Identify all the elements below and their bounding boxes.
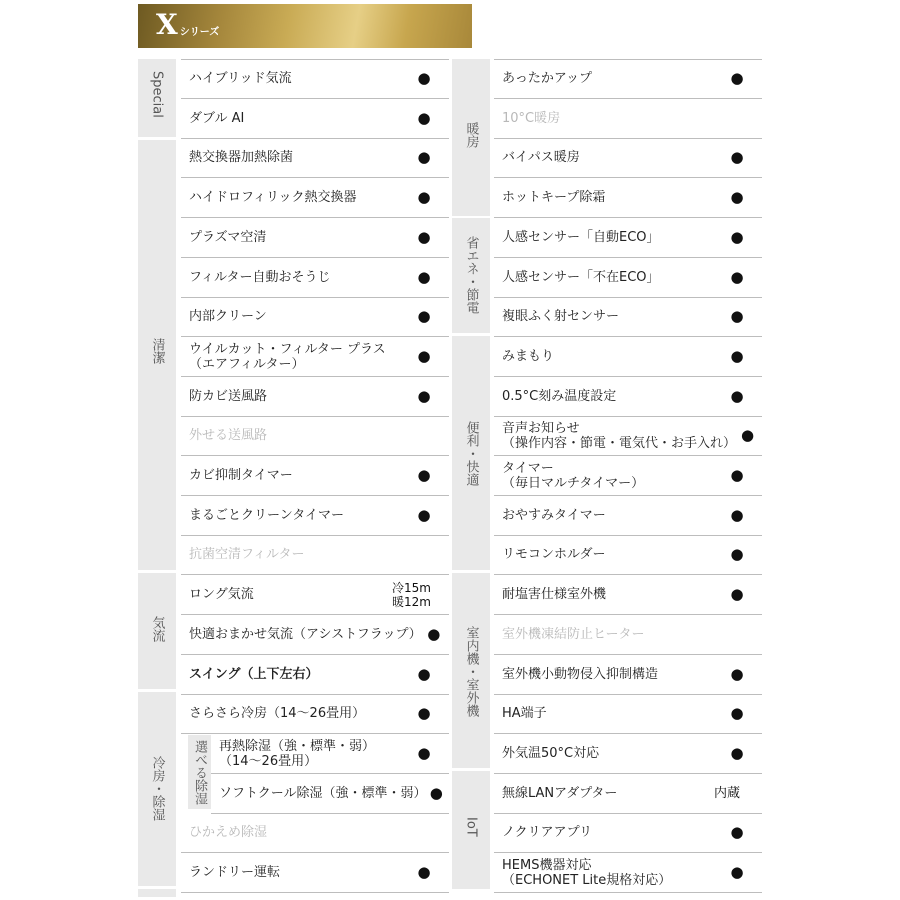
feature-label-line1: 人感センサー「不在ECO」	[502, 270, 660, 285]
category-shitsunai: 室内機・室外機	[452, 573, 490, 768]
feature-label	[494, 230, 715, 245]
feature-label	[494, 270, 715, 285]
feature-label	[181, 667, 402, 682]
right-feature-row	[494, 99, 762, 139]
feature-label-line1: まるごとクリーンタイマー	[189, 508, 344, 523]
feature-label-line1: 再熱除湿（強・標準・弱）	[219, 738, 376, 754]
feature-label	[181, 150, 402, 165]
availability-dot-icon: ●	[730, 387, 744, 405]
feature-label-line1: さらさら冷房（14〜26畳用）	[189, 706, 366, 721]
feature-label-line1: ランドリー運転	[189, 865, 281, 880]
feature-label	[181, 389, 402, 404]
left-feature-row	[181, 377, 449, 417]
spec-line1: 冷15m	[392, 580, 431, 595]
feature-label	[494, 389, 715, 404]
availability-dot-icon: ●	[417, 863, 431, 881]
right-feature-row	[494, 297, 762, 337]
feature-label	[494, 150, 715, 165]
feature-label-line2: （毎日マルチタイマー）	[502, 475, 645, 491]
feature-label	[494, 858, 715, 888]
feature-label	[494, 667, 715, 682]
availability-dot-icon: ●	[417, 148, 431, 166]
feature-label	[494, 706, 715, 721]
left-feature-row	[181, 178, 449, 218]
feature-label-line2: （操作内容・節電・電気代・お手入れ）	[502, 435, 737, 451]
feature-label-line1: みまもり	[502, 349, 555, 364]
category-reibo: 冷房・除湿	[138, 692, 176, 886]
feature-label-line1: プラズマ空清	[189, 230, 267, 245]
feature-label-line1: 内部クリーン	[189, 309, 267, 324]
feature-label-line1: ホットキープ除霜	[502, 190, 606, 205]
availability-dot-icon: ●	[417, 268, 431, 286]
right-feature-row	[494, 774, 762, 814]
feature-label-line1: HEMS機器対応	[502, 857, 592, 873]
feature-label-line1: 室外機凍結防止ヒーター	[502, 627, 645, 642]
right-feature-row	[494, 178, 762, 218]
feature-label-line1: 抗菌空清フィルター	[189, 547, 305, 562]
feature-label	[211, 786, 426, 801]
feature-label-line1: ロング気流	[189, 587, 254, 602]
category-special: Special	[138, 59, 176, 137]
feature-label	[494, 746, 715, 761]
feature-label-line2: （エアフィルター）	[189, 356, 305, 372]
left-feature-row	[181, 138, 449, 178]
availability-dot-icon: ●	[730, 228, 744, 246]
feature-label-line1: あったかアップ	[502, 71, 592, 86]
left-feature-row	[181, 59, 449, 99]
right-feature-row	[494, 655, 762, 695]
feature-label-line1: 室外機小動物侵入抑制構造	[502, 667, 659, 682]
availability-dot-icon: ●	[730, 863, 744, 881]
availability-dot-icon: ●	[730, 148, 744, 166]
availability-dot-icon: ●	[730, 545, 744, 563]
feature-label-line1: 10°C暖房	[502, 111, 561, 126]
series-suffix: シリーズ	[179, 27, 220, 38]
footer-tick	[138, 889, 176, 897]
right-feature-row	[494, 416, 762, 456]
feature-label	[494, 190, 715, 205]
left-feature-row	[211, 774, 449, 814]
feature-label-line1: おやすみタイマー	[502, 508, 606, 523]
left-feature-row	[181, 655, 449, 695]
feature-label-line1: ノクリアアプリ	[502, 825, 593, 840]
left-feature-row	[181, 813, 449, 853]
left-feature-row	[181, 694, 449, 734]
right-feature-row	[494, 59, 762, 99]
availability-dot-icon: ●	[417, 228, 431, 246]
right-feature-row	[494, 377, 762, 417]
availability-dot-icon: ●	[730, 665, 744, 683]
right-feature-row	[494, 337, 762, 377]
feature-label-line1: フィルター自動おそうじ	[189, 270, 331, 285]
right-feature-row	[494, 456, 762, 496]
feature-label	[494, 309, 715, 324]
left-feature-row	[181, 575, 449, 615]
left-feature-row	[181, 496, 449, 536]
feature-label-line1: スイング（上下左右）	[189, 667, 319, 682]
right-feature-row	[494, 258, 762, 298]
feature-label-line1: リモコンホルダー	[502, 547, 606, 562]
feature-label-line1: ハイドロフィリック熱交換器	[189, 190, 357, 205]
feature-spec-value	[389, 581, 449, 609]
category-benri: 便利・快適	[452, 336, 490, 570]
feature-label	[494, 825, 715, 840]
feature-label	[181, 508, 402, 523]
right-feature-row	[494, 694, 762, 734]
availability-dot-icon: ●	[417, 69, 431, 87]
feature-label	[211, 739, 402, 769]
feature-label	[181, 627, 422, 642]
availability-dot-icon: ●	[730, 268, 744, 286]
availability-dot-icon: ●	[730, 347, 744, 365]
feature-label-line1: 防カビ送風路	[189, 389, 268, 404]
feature-label	[181, 270, 402, 285]
feature-label	[181, 587, 389, 602]
availability-dot-icon: ●	[730, 704, 744, 722]
feature-label-line1: ひかえめ除湿	[189, 825, 268, 840]
feature-label	[494, 421, 736, 451]
feature-label-line1: 快適おまかせ気流（アシストフラップ）	[189, 627, 422, 642]
feature-label-line1: ダブル AI	[189, 111, 245, 126]
availability-dot-icon: ●	[417, 506, 431, 524]
feature-label-line1: 音声お知らせ	[502, 420, 580, 436]
feature-label-line1: カビ抑制タイマー	[189, 468, 293, 483]
feature-label	[181, 865, 402, 880]
availability-dot-icon: ●	[730, 466, 744, 484]
feature-label	[494, 349, 715, 364]
right-feature-row	[494, 853, 762, 893]
subcategory-erabu: 選べる除湿	[188, 735, 211, 809]
feature-label-line2: （ECHONET Lite規格対応）	[502, 872, 672, 888]
feature-label-line1: 人感センサー「自動ECO」	[502, 230, 660, 245]
feature-label-line1: 耐塩害仕様室外機	[502, 587, 607, 602]
feature-label-line1: 外せる送風路	[189, 428, 268, 443]
feature-label-line1: 無線LANアダプター	[502, 786, 618, 801]
availability-dot-icon: ●	[417, 347, 431, 365]
left-feature-row	[181, 258, 449, 298]
availability-dot-icon: ●	[417, 665, 431, 683]
availability-dot-icon: ●	[740, 426, 755, 444]
left-feature-row	[181, 297, 449, 337]
right-feature-row	[494, 615, 762, 655]
feature-label	[181, 342, 402, 372]
left-feature-row	[181, 416, 449, 456]
feature-label-line1: 0.5°C刻み温度設定	[502, 389, 617, 404]
feature-label	[181, 547, 402, 562]
feature-label	[181, 71, 402, 86]
category-seiketsu: 清潔	[138, 140, 176, 570]
feature-label	[494, 508, 715, 523]
availability-dot-icon: ●	[730, 69, 744, 87]
feature-label-line1: ハイブリッド気流	[189, 71, 292, 86]
availability-dot-icon: ●	[429, 784, 443, 802]
feature-label	[181, 825, 402, 840]
right-feature-row	[494, 734, 762, 774]
availability-dot-icon: ●	[417, 466, 431, 484]
right-feature-row	[494, 535, 762, 575]
availability-dot-icon: ●	[417, 744, 431, 762]
availability-dot-icon: ●	[417, 109, 431, 127]
left-feature-row	[181, 99, 449, 139]
availability-dot-icon: ●	[417, 188, 431, 206]
category-kiryu: 気流	[138, 573, 176, 689]
feature-label-line1: ソフトクール除湿（強・標準・弱）	[219, 786, 427, 801]
left-feature-row	[181, 456, 449, 496]
right-feature-row	[494, 575, 762, 615]
left-feature-row	[181, 218, 449, 258]
feature-label	[494, 461, 715, 491]
feature-label	[494, 71, 715, 86]
category-iot: IoT	[452, 771, 490, 889]
availability-dot-icon: ●	[417, 387, 431, 405]
feature-label-line1: 熱交換器加熱除菌	[189, 150, 294, 165]
feature-label	[181, 428, 402, 443]
right-feature-row	[494, 138, 762, 178]
left-feature-row	[211, 734, 449, 774]
availability-dot-icon: ●	[417, 704, 431, 722]
left-feature-row	[181, 337, 449, 377]
feature-label	[181, 309, 402, 324]
right-feature-row	[494, 813, 762, 853]
feature-label	[494, 786, 692, 801]
left-feature-row	[181, 535, 449, 575]
availability-dot-icon: ●	[730, 585, 744, 603]
availability-dot-icon: ●	[427, 625, 441, 643]
feature-label	[494, 587, 715, 602]
feature-label	[181, 230, 402, 245]
left-feature-row	[181, 853, 449, 893]
feature-label-line1: HA端子	[502, 706, 547, 721]
availability-dot-icon: ●	[730, 506, 744, 524]
feature-label	[494, 547, 715, 562]
availability-dot-icon: ●	[730, 307, 744, 325]
series-letter: X	[156, 8, 178, 41]
spec-line2: 暖12m	[392, 594, 431, 609]
series-banner	[138, 4, 472, 48]
feature-label-line1: タイマー	[502, 460, 554, 476]
feature-spec-value: 内蔵	[713, 786, 740, 801]
availability-dot-icon: ●	[730, 823, 744, 841]
category-shoene: 省エネ・節電	[452, 218, 490, 333]
feature-label	[181, 190, 402, 205]
availability-dot-icon: ●	[730, 188, 744, 206]
availability-dot-icon: ●	[417, 307, 431, 325]
left-feature-row	[181, 615, 449, 655]
feature-label-line1: 複眼ふく射センサー	[502, 309, 620, 324]
feature-label	[494, 111, 715, 126]
feature-label-line1: バイパス暖房	[502, 150, 580, 165]
right-feature-row	[494, 496, 762, 536]
availability-dot-icon: ●	[730, 744, 744, 762]
feature-label	[181, 706, 402, 721]
feature-label-line1: 外気温50°C対応	[502, 746, 600, 761]
feature-label-line1: ウイルカット・フィルター プラス	[189, 341, 386, 357]
feature-label	[181, 111, 402, 126]
category-danbo: 暖房	[452, 59, 490, 216]
right-feature-row	[494, 218, 762, 258]
feature-label	[181, 468, 402, 483]
feature-label	[494, 627, 715, 642]
feature-label-line2: （14〜26畳用）	[219, 753, 318, 769]
